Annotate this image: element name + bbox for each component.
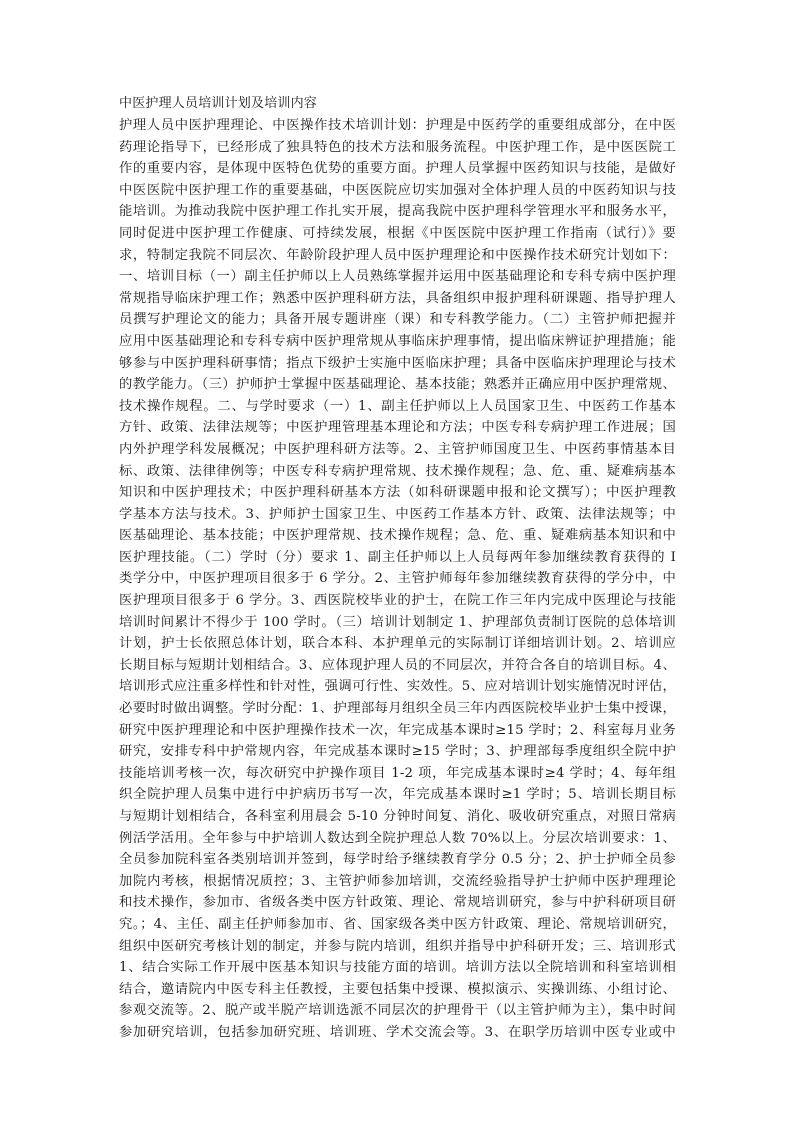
body-line: 医护理项目很多于 6 学分。3、西医院校毕业的护士，在院工作三年内完成中医理论与技能 <box>119 593 676 609</box>
body-line: 作的重要内容，是体现中医特色优势的重要方面。护理人员掌握中医药知识与技能，是做好 <box>119 161 676 177</box>
body-line: 内外护理学科发展概况；中医护理科研方法等。2、主管护师国度卫生、中医药事情基本目 <box>119 441 676 457</box>
body-line: 长期目标与短期计划相结合。3、应体现护理人员的不同层次，并符合各自的培训目标。4、 <box>119 657 676 673</box>
body-line: 知识和中医护理技术；中医护理科研基本方法（如科研课题申报和论文撰写）；中医护理教 <box>119 485 676 501</box>
body-line: 加院内考核，根据情况质控；3、主管护师参加培训，交流经验指导护士护师中医护理理论 <box>119 873 676 889</box>
body-line: 与短期计划相结合，各科室利用晨会 5-10 分钟时间复、消化、吸收研究重点，对照日常病 <box>119 809 676 824</box>
body-line: 求，特制定我院不同层次、年龄阶段护理人员中医护理理论和中医操作技术研究计划如下： <box>119 247 676 263</box>
document-page <box>119 95 676 1044</box>
body-line: 中医医院中医护理工作的重要基础，中医医院应切实加强对全体护理人员的中医药知识与技 <box>119 182 676 198</box>
body-line: 例活学活用。全年参与中护培训人数达到全院护理总人数 70%以上。分层次培训要求：1、 <box>119 830 676 846</box>
body-line: 参加研究培训，包括参加研究班、培训班、学术交流会等。3、在职学历培训中医专业或中 <box>119 1024 676 1040</box>
body-line: 医基础理论、基本技能；中医护理常规、技术操作规程；急、危、重、疑难病基本知识和中 <box>119 528 676 544</box>
body-line: 同时促进中医护理工作健康、可持续发展，根据《中医医院中医护理工作指南（试行）》要 <box>119 225 676 241</box>
body-line: 应用中医基础理论和专科专病中医护理常规从事临床护理事情，提出临床辨证护理措施；能 <box>119 333 676 349</box>
body-line: 类学分中，中医护理项目很多于 6 学分。2、主管护师每年参加继续教育获得的学分中，中 <box>119 571 676 587</box>
body-line: 研究中医护理理论和中医护理操作技术一次，年完成基本课时≥15 学时；2、科室每月业务 <box>119 722 676 738</box>
body-line: 研究，安排专科中护常规内容，年完成基本课时≥15 学时；3、护理部每季度组织全院中护 <box>119 744 676 760</box>
body-line: 医护理技能。（二）学时（分）要求 1、副主任护师以上人员每两年参加继续教育获得的 I <box>119 549 676 565</box>
body-line: 培训时间累计不得少于 100 学时。（三）培训计划制定 1、护理部负责制订医院的总体培训 <box>119 614 676 630</box>
body-line: 一、培训目标（一）副主任护师以上人员熟练掌握并运用中医基础理论和专科专病中医护理 <box>119 269 676 285</box>
body-line: 培训形式应注重多样性和针对性，强调可行性、实效性。5、应对培训计划实施情况时评估， <box>119 679 676 695</box>
body-line: 的教学能力。（三）护师护士掌握中医基础理论、基本技能；熟悉并正确应用中医护理常规、 <box>119 377 676 393</box>
body-line: 必要时时做出调整。学时分配：1、护理部每月组织全员三年内西医院校毕业护士集中授课， <box>119 701 676 717</box>
body-line: 标、政策、法律律例等；中医专科专病护理常规、技术操作规程；急、危、重、疑难病基本 <box>119 463 676 479</box>
body-line: 结合，邀请院内中医专科主任教授，主要包括集中授课、模拟演示、实操训练、小组讨论、 <box>119 981 676 997</box>
body-line: 究。；4、主任、副主任护师参加市、省、国家级各类中医方针政策、理论、常规培训研究， <box>119 916 676 932</box>
body-line: 够参与中医护理科研事情；指点下级护士实施中医临床护理；具备中医临床护理理论与技术 <box>119 355 676 371</box>
body-line: 全员参加院科室各类别培训并签到，每学时给予继续教育学分 0.5 分；2、护士护师全员参 <box>119 852 676 868</box>
body-line: 常规指导临床护理工作；熟悉中医护理科研方法，具备组织申报护理科研课题、指导护理人 <box>119 290 676 306</box>
body-line: 1、结合实际工作开展中医基本知识与技能方面的培训。培训方法以全院培训和科室培训相 <box>119 960 676 976</box>
body-line: 能培训。为推动我院中医护理工作扎实开展，提高我院中医护理科学管理水平和服务水平， <box>119 204 676 220</box>
body-line: 药理论指导下，已经形成了独具特色的技术方法和服务流程。中医护理工作，是中医医院工 <box>119 139 676 155</box>
body-line: 护理人员中医护理理论、中医操作技术培训计划：护理是中医药学的重要组成部分，在中医 <box>119 118 676 133</box>
document-title: 中医护理人员培训计划及培训内容 <box>119 96 318 111</box>
body-line: 员撰写护理论文的能力；具备开展专题讲座（课）和专科教学能力。（二）主管护师把握并 <box>119 312 676 328</box>
body-line: 计划，护士长依照总体计划，联合本科、本护理单元的实际制订详细培训计划。2、培训应 <box>119 636 676 652</box>
body-line: 参观交流等。2、脱产或半脱产培训选派不同层次的护理骨干（以主管护师为主），集中时间 <box>119 1003 676 1019</box>
body-line: 织全院护理人员集中进行中护病历书写一次，年完成基本课时≥1 学时；5、培训长期目标 <box>119 787 676 803</box>
body-line: 学基本方法与技术。3、护师护士国家卫生、中医药工作基本方针、政策、法律法规等；中 <box>119 506 676 522</box>
body-line: 方针、政策、法律法规等；中医护理管理基本理论和方法；中医专科专病护理工作进展；国 <box>119 420 676 436</box>
document-body <box>119 115 676 1044</box>
body-line: 组织中医研究考核计划的制定，并参与院内培训，组织并指导中护科研开发；三、培训形式 <box>119 938 676 954</box>
body-line: 技能培训考核一次，每次研究中护操作项目 1-2 项，年完成基本课时≥4 学时；4、每年组 <box>119 765 676 781</box>
body-line: 和技术操作，参加市、省级各类中医方针政策、理论、常规培训研究，参与中护科研项目研 <box>119 895 676 911</box>
body-line: 技术操作规程。二、与学时要求（一）1、副主任护师以上人员国家卫生、中医药工作基本 <box>119 398 676 414</box>
